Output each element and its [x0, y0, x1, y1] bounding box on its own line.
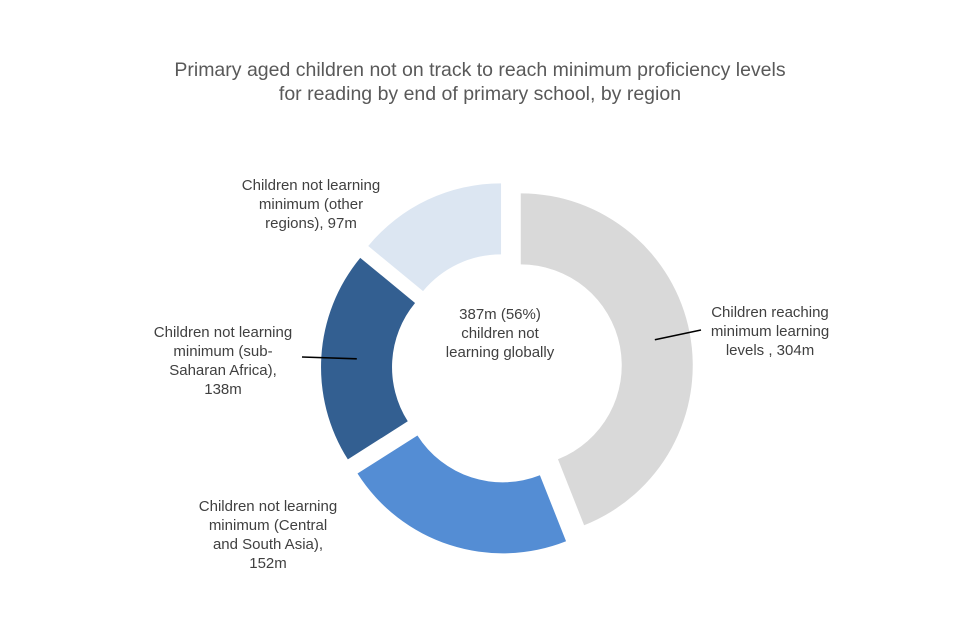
slice-label-ssa-line-1: Children not learning: [153, 324, 293, 341]
slice-label-sub-saharan-africa: [143, 323, 303, 399]
center-label: [440, 305, 560, 362]
center-label-line-3: learning globally: [445, 344, 555, 361]
chart-title-line-2: for reading by end of primary school, by region: [278, 83, 682, 105]
slice-label-csa-line-2: minimum (Central: [208, 517, 328, 534]
slice-label-reaching-line-2: minimum learning: [710, 323, 830, 340]
slice-label-other-line-2: minimum (other: [258, 196, 364, 213]
slice-central-south-asia: [358, 435, 567, 553]
center-label-line-1: 387m (56%): [459, 306, 541, 323]
slice-label-other-regions: [231, 176, 391, 233]
slice-label-reaching: [700, 303, 840, 360]
slice-label-reaching-line-1: Children reaching: [711, 304, 829, 321]
slice-label-central-south-asia: [188, 497, 348, 573]
slice-label-ssa-line-2: minimum (sub-: [173, 343, 273, 360]
slice-label-ssa-line-4: 138m: [204, 381, 242, 398]
center-label-line-2: children not: [461, 325, 539, 342]
chart-title-line-1: Primary aged children not on track to reach minimum proficiency levels: [174, 59, 786, 81]
slice-label-ssa-line-3: Saharan Africa),: [169, 362, 277, 379]
slice-label-csa-line-3: and South Asia),: [212, 536, 324, 553]
slice-label-csa-line-1: Children not learning: [198, 498, 338, 515]
slice-label-csa-line-4: 152m: [249, 555, 287, 572]
slice-label-other-line-1: Children not learning: [241, 177, 381, 194]
slice-label-reaching-line-3: levels , 304m: [725, 342, 815, 359]
slice-label-other-line-3: regions), 97m: [265, 215, 357, 232]
